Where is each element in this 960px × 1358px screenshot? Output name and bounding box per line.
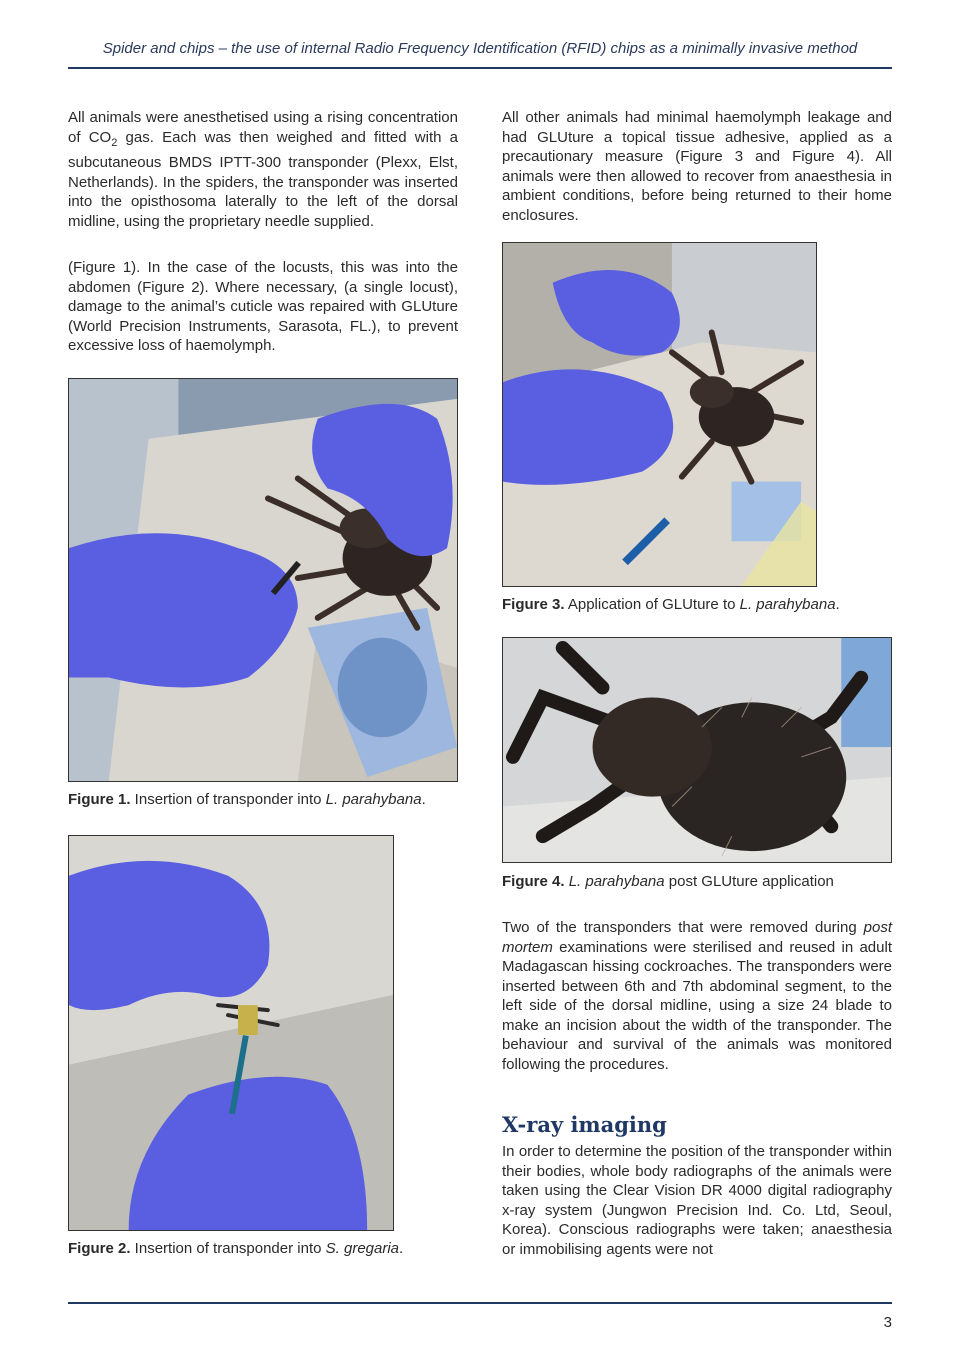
figure-2-photo [68, 835, 394, 1231]
figure-3-end: . [835, 596, 840, 613]
page-number: 3 [883, 1314, 892, 1331]
right-paragraph-2-italic: post mortem [502, 919, 892, 956]
figure-1-photo [68, 378, 458, 782]
left-paragraph-1-pre: All animals were anesthetised using a rising concentration of CO [68, 109, 458, 146]
header-rule [68, 67, 892, 69]
figure-1-text: Insertion of transponder into [130, 791, 326, 808]
figure-2-species: S. gregaria [325, 1240, 400, 1257]
right-paragraph-1: All other animals had minimal haemolymph leakage and had GLUture a topical tissue adhesive, applied as a precautionary measure (Figure 3 and Figure 4). All animals were then allowed to recover from anaesthesia in ambient conditions, before being returned to their home enclosures. [502, 109, 892, 224]
figure-1-end: . [421, 791, 426, 808]
figure-3-caption [502, 596, 840, 613]
figure-3-photo [502, 242, 817, 587]
figure-1-label: Figure 1. [68, 791, 131, 808]
figure-1-caption [68, 791, 426, 808]
right-paragraph-2-a: Two of the transponders that were removed during [502, 919, 864, 936]
figure-4-photo [502, 637, 892, 863]
left-paragraph-2: (Figure 1). In the case of the locusts, this was into the abdomen (Figure 2). Where necessary, (a single locust), damage to the animal’s cuticle was repaired with GLUture (World Precision Instruments, Sarasota, FL.), to prevent excessive loss of haemolymph. [68, 259, 458, 354]
figure-4-label: Figure 4. [502, 873, 565, 890]
figure-2-label: Figure 2. [68, 1240, 131, 1257]
left-paragraph-1 [68, 108, 458, 231]
footer-rule [68, 1302, 892, 1304]
figure-4-caption [502, 873, 834, 890]
figure-2-caption [68, 1240, 403, 1257]
running-header: Spider and chips – the use of internal Radio Frequency Identification (RFID) chips as a minimally invasive method [102, 40, 858, 57]
co2-subscript: 2 [111, 136, 118, 149]
figure-2-end: . [399, 1240, 404, 1257]
figure-1-species: L. parahybana [325, 791, 422, 808]
right-paragraph-3: In order to determine the position of the transponder within their bodies, whole body radiographs of the animals were taken using the Clear Vision DR 4000 digital radiography x-ray system (Jungwon Precision Ind. Co. Ltd, Seoul, Korea). Conscious radiographs were taken; anaesthesia or immobilising agents were not [502, 1143, 892, 1258]
figure-3-species: L. parahybana [739, 596, 836, 613]
figure-4-species: L. parahybana [568, 873, 665, 890]
figure-3-text: Application of GLUture to [564, 596, 740, 613]
right-paragraph-2-b: examinations were sterilised and reused in adult Madagascan hissing cockroaches. The transponders were inserted between 6th and 7th abdominal segment, to the left side of the dorsal midline, using a size 24 blade to make an incision about the width of the transponder. The behaviour and survival of the animals was monitored following the procedures. [502, 938, 892, 1073]
figure-2-text: Insertion of transponder into [130, 1240, 326, 1257]
section-heading-xray: X-ray imaging [502, 1112, 667, 1137]
figure-3-label: Figure 3. [502, 596, 565, 613]
left-paragraph-1-post: gas. Each was then weighed and fitted with a subcutaneous BMDS IPTT-300 transponder (Plexx, Elst, Netherlands). In the spiders, the transponder was inserted into the opisthosoma laterally to the left of the dorsal midline, using the proprietary needle supplied. [68, 128, 458, 230]
figure-4-end: post GLUture application [664, 873, 834, 890]
right-paragraph-2 [502, 918, 892, 1074]
